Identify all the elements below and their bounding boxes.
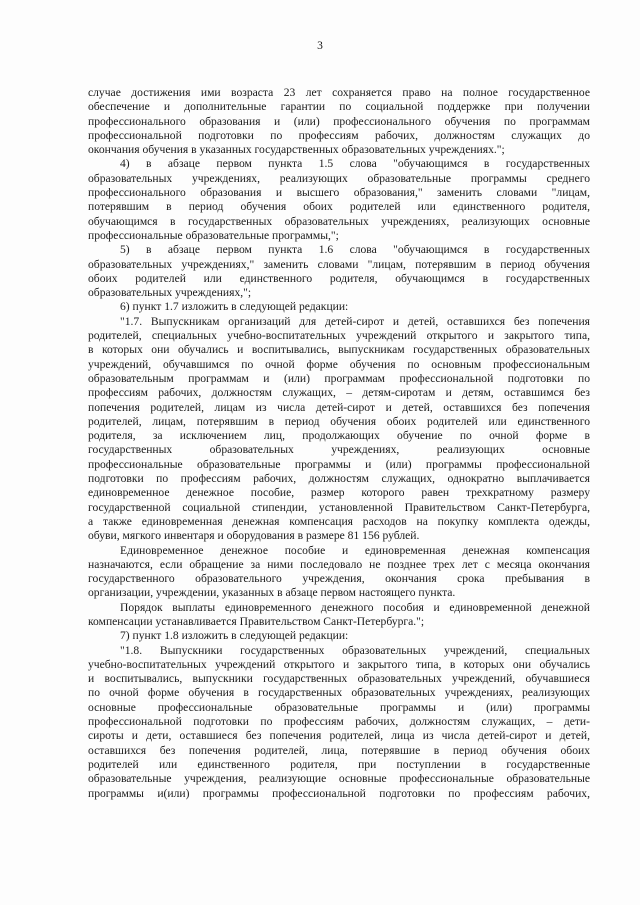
text-line: профессионального образования и высшего образования," заменить словами "лицам, xyxy=(88,186,590,200)
text-line: случае достижения ими возраста 23 лет сохраняется право на полное государственное xyxy=(88,86,590,99)
text-line: в которых они обучались и воспитывались, выпускникам государственных образовательных xyxy=(88,343,590,357)
text-line: попечения родителей, лицам из числа детей-сирот и детей, оставшихся без попечения xyxy=(88,400,590,414)
text-line: потерявшим в период обучения обоих родителей или единственного родителя, xyxy=(88,200,590,214)
text-line: подготовки по профессиям рабочих, должностям служащих, однократно выплачивается xyxy=(88,472,590,486)
text-line: профессиональной подготовки по профессиям рабочих, должностям служащих, – дети- xyxy=(88,715,590,729)
text-line: оставшихся без попечения родителей, лица, потерявшие в период обучения обоих xyxy=(88,743,590,757)
text-line: а также единовременная денежная компенсация расходов на покупку комплекта одежды, xyxy=(88,514,590,528)
text-line: единовременное денежное пособие, размер которого равен трехкратному размеру xyxy=(88,486,590,500)
text-line: сироты и дети, оставшиеся без попечения родителей, лица из числа детей-сирот и детей, xyxy=(88,729,590,743)
text-line: основные профессиональные образовательные программы и (или) программы xyxy=(88,700,590,714)
text-line: обучающимся в государственных образовательных учреждениях, реализующих основные xyxy=(88,214,590,228)
text-line: родителей, лицам, потерявшим в период обучения обоих родителей или единственного xyxy=(88,414,590,428)
text-line: профессионального образования и (или) профессионального обучения по программам xyxy=(88,114,590,128)
text-line: образовательных учреждениях,"; xyxy=(88,286,252,300)
text-line: 6) пункт 1.7 изложить в следующей редакции: xyxy=(120,300,349,314)
text-line: учебно-воспитательных учреждений открытого и закрытого типа, в которых они обучались xyxy=(88,657,590,671)
text-line: обоих родителей или единственного родителя, обучающимся в государственных xyxy=(88,271,590,285)
text-line: окончания обучения в указанных государственных образовательных учреждениях."; xyxy=(88,143,505,157)
text-line: программы и(или) программы профессиональной подготовки по профессиям рабочих, xyxy=(88,786,590,800)
text-line: государственной социальной стипендии, установленной Правительством Санкт-Петербурга, xyxy=(88,500,590,514)
text-line: государственных образовательных учреждениях, реализующих основные xyxy=(88,443,590,457)
text-line: 5) в абзаце первом пункта 1.6 слова "обучающимся в государственных xyxy=(120,243,590,257)
text-line: образовательные учреждения, реализующие основные профессиональные образовательные xyxy=(88,772,590,786)
document-body xyxy=(88,86,590,801)
text-line: обуви, мягкого инвентаря и оборудования в размере 81 156 рублей. xyxy=(88,529,420,543)
text-line: и воспитывались, выпускники государственных образовательных учреждений, обучавшиеся xyxy=(88,672,590,686)
text-line: образовательных учреждениях, реализующих образовательные программы среднего xyxy=(88,171,590,185)
text-line: назначаются, если обращение за ними последовало не позднее трех лет с месяца окончания xyxy=(88,557,590,571)
text-line: Порядок выплаты единовременного денежного пособия и единовременной денежной xyxy=(120,600,590,614)
text-line: образовательным программам и (или) программам профессиональной подготовки по xyxy=(88,371,590,385)
text-line: 7) пункт 1.8 изложить в следующей редакции: xyxy=(120,629,349,643)
text-line: "1.8. Выпускники государственных образовательных учреждений, специальных xyxy=(120,643,590,657)
text-line: профессиональной подготовки по профессиям рабочих, должностям служащих до xyxy=(88,128,590,142)
text-line: "1.7. Выпускникам организаций для детей-сирот и детей, оставшихся без попечения xyxy=(120,314,590,328)
text-line: организации, учреждении, указанных в абзаце первом настоящего пункта. xyxy=(88,586,456,600)
text-line: профессиям рабочих, должностям служащих, – детям-сиротам и детям, оставшимся без xyxy=(88,386,590,400)
text-line: профессиональные образовательные программы,"; xyxy=(88,228,339,242)
text-line: родителей или единственного родителя, при поступлении в государственные xyxy=(88,757,590,771)
text-line: компенсации устанавливается Правительством Санкт-Петербурга."; xyxy=(88,614,425,628)
text-line: государственного образовательного учреждения, окончания срока пребывания в xyxy=(88,572,590,586)
text-line: 4) в абзаце первом пункта 1.5 слова "обучающимся в государственных xyxy=(120,157,590,171)
text-line: учреждений, обучавшимся по очной форме обучения по основным профессиональным xyxy=(88,357,590,371)
text-line: по очной форме обучения в государственных образовательных учреждениях, реализующих xyxy=(88,686,590,700)
page-number: 3 xyxy=(317,40,323,52)
text-line: профессиональные образовательные программы и (или) программы профессиональной xyxy=(88,457,590,471)
text-line: обеспечение и дополнительные гарантии по социальной поддержке при получении xyxy=(88,100,590,114)
text-line: родителей, специальных учебно-воспитательных учреждений открытого и закрытого типа, xyxy=(88,329,590,343)
text-line: родителя, за исключением лиц, продолжающих обучение по очной форме в xyxy=(88,429,590,443)
text-line: Единовременное денежное пособие и единовременная денежная компенсация xyxy=(120,543,590,557)
text-line: образовательных учреждениях," заменить словами "лицам, потерявшим в период обучения xyxy=(88,257,590,271)
